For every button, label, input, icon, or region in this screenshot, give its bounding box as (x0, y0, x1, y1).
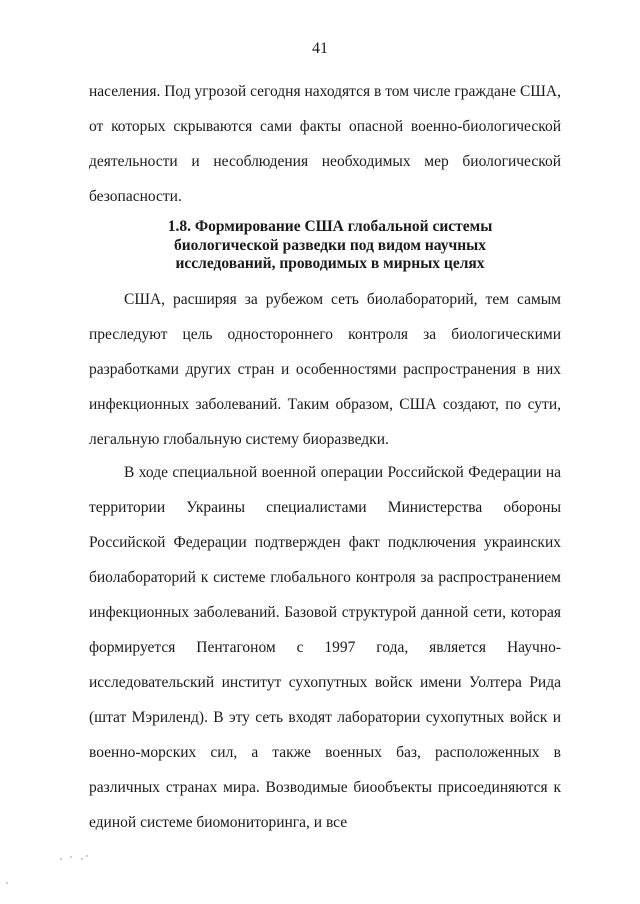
scan-artifact (6, 882, 8, 884)
section-heading-line-3: исследований, проводимых в мирных целях (175, 255, 485, 272)
scan-artifact (81, 858, 83, 860)
scan-artifact (86, 855, 88, 857)
page-number: 41 (312, 40, 328, 57)
section-heading-line-2: биологической разведки под видом научных (174, 236, 486, 254)
paragraph-continuation: населения. Под угрозой сегодня находятся в том числе граждане США, от которых скрываются сами факты опасной военно-биологической деятельности и несоблюдения необходимых мер биологической безопасности. (89, 83, 561, 205)
section-heading-line-1: 1.8. Формирование США глобальной системы (167, 218, 493, 235)
paragraph-biolab-network: США, расширяя за рубежом сеть биолабораторий, тем самым преследуют цель одностороннего контроля за биологическими разработками других стран и особенностями распространения в них инфекционных заболеваний. Таким образом, США создают, по сути, легальную глобальную систему биоразведки. (89, 291, 561, 448)
scan-artifact (60, 858, 62, 860)
scan-artifact (70, 856, 72, 858)
section-heading (120, 218, 540, 274)
paragraph-special-operation: В ходе специальной военной операции Российской Федерации на территории Украины специалистами Министерства обороны Российской Федерации подтвержден факт подключения украинских биолабораторий к системе глобального контроля за распространением инфекционных заболеваний. Базовой структурой данной сети, которая формируется Пентагоном с 1997 года, является Научно-исследовательский институт сухопутных войск имени Уолтера Рида (штат Мэриленд). В эту сеть входят лаборатории сухопутных войск и военно-морских сил, а также военных баз, расположенных в различных странах мира. Возводимые биообъекты присоединяются к единой системе биомониторинга, и все (89, 464, 561, 831)
